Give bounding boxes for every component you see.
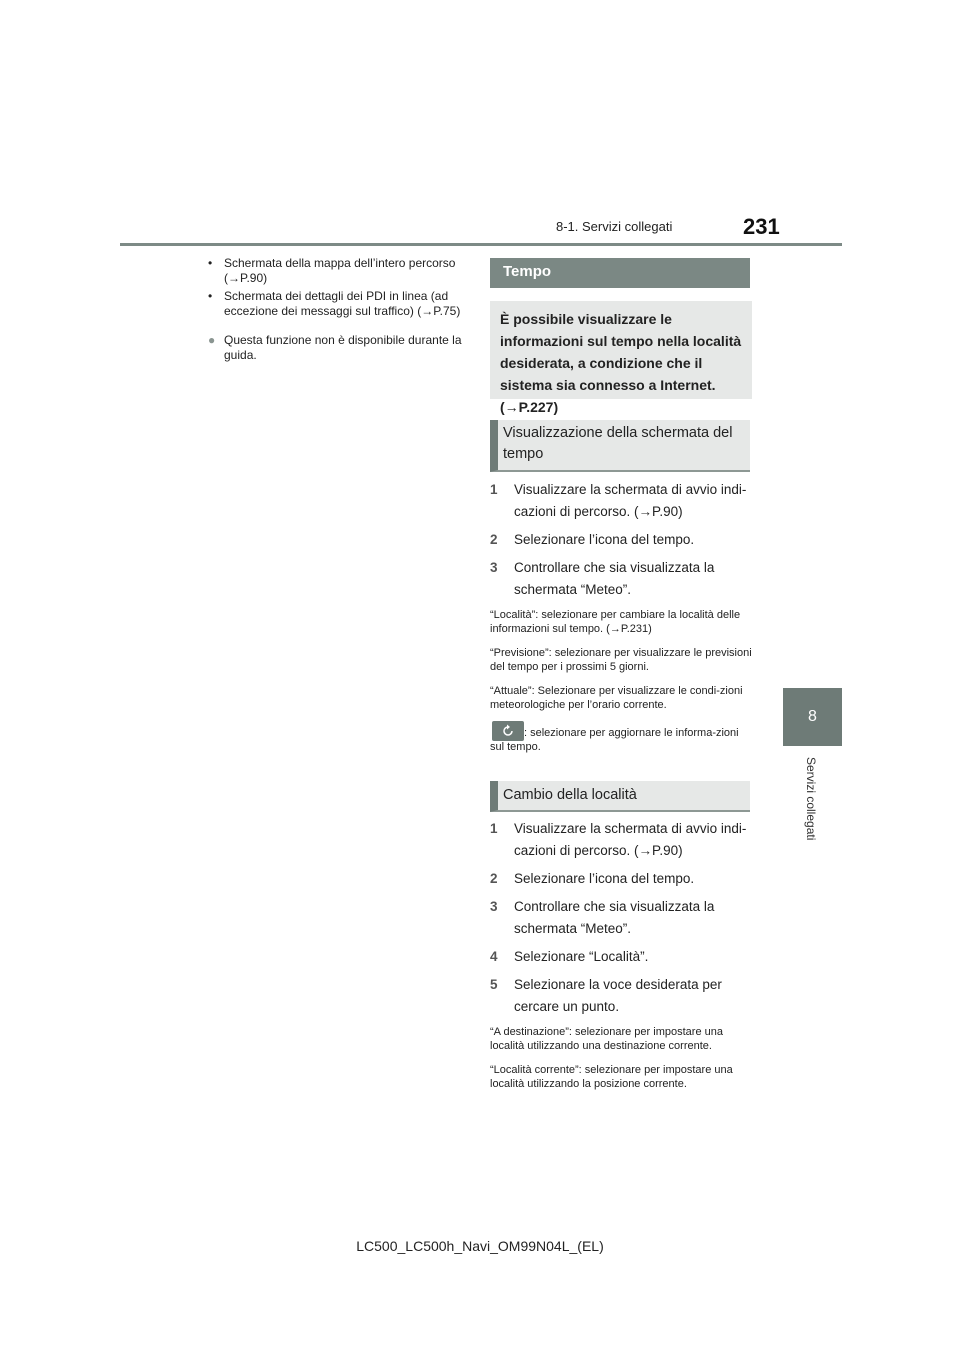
step-item <box>490 557 752 601</box>
step-text: Selezionare l’icona del tempo. <box>514 532 695 547</box>
bullet-text: Schermata dei dettagli dei PDI in linea (ad eccezione dei messaggi sul traffico) (→P.75) <box>224 289 461 318</box>
step-item <box>490 529 752 551</box>
option-note: “Attuale”: Selezionare per visualizzare le condi-zioni meteorologiche per l’orario corrente. <box>490 685 743 711</box>
chapter-label: Servizi collegati <box>804 757 818 841</box>
step-item <box>490 818 752 862</box>
bullet-text: Schermata della mappa dell’intero percorso (→P.90) <box>224 256 456 285</box>
refresh-note: : selezionare per aggiornare le informa-zioni sul tempo. <box>490 727 739 753</box>
step-number: 2 <box>490 871 498 886</box>
step-item <box>490 868 752 890</box>
step-number: 3 <box>490 899 498 914</box>
step-number: 2 <box>490 532 498 547</box>
section-heading: Visualizzazione della schermata del tempo <box>503 425 733 462</box>
step-number: 1 <box>490 482 498 497</box>
note-item <box>208 333 470 363</box>
option-note: “A destinazione”: selezionare per impostare una località utilizzando una destinazione corrente. <box>490 1026 723 1052</box>
bullet-item <box>208 256 470 286</box>
step-number: 1 <box>490 821 498 836</box>
chapter-number: 8 <box>808 708 817 725</box>
intro-text: È possibile visualizzare le informazioni sul tempo nella località desiderata, a condizione che il sistema sia connesso a Internet. (→P.227) <box>500 311 742 415</box>
step-item <box>490 974 752 1018</box>
option-note: “Località corrente”: selezionare per impostare una località utilizzando la posizione corrente. <box>490 1064 733 1090</box>
manual-code: LC500_LC500h_Navi_OM99N04L_(EL) <box>356 1238 604 1254</box>
option-note: “Località”: selezionare per cambiare la località delle informazioni sul tempo. (→P.231) <box>490 609 741 635</box>
section-header: 8-1. Servizi collegati <box>556 219 673 234</box>
step-item <box>490 946 752 968</box>
left-column <box>208 256 470 363</box>
step-number: 3 <box>490 560 498 575</box>
bullet-dot-icon: • <box>208 289 213 303</box>
option-note: “Previsione”: selezionare per visualizzare le previsioni del tempo per i prossimi 5 giorni. <box>490 647 752 673</box>
section-heading: Cambio della località <box>503 787 637 803</box>
bullet-item <box>208 289 470 319</box>
step-item <box>490 479 752 523</box>
note-text: Questa funzione non è disponibile durante la guida. <box>224 333 462 362</box>
step-text: Controllare che sia visualizzata la schermata “Meteo”. <box>514 899 715 936</box>
step-number: 5 <box>490 977 498 992</box>
circle-bullet-icon: ● <box>208 333 216 347</box>
step-text: Visualizzare la schermata di avvio indi-cazioni di percorso. (→P.90) <box>514 482 747 519</box>
page-number: 231 <box>743 214 780 239</box>
page-title: Tempo <box>503 263 552 280</box>
step-text: Controllare che sia visualizzata la schermata “Meteo”. <box>514 560 715 597</box>
step-text: Selezionare “Località”. <box>514 949 649 964</box>
bullet-dot-icon: • <box>208 256 213 270</box>
step-text: Selezionare l’icona del tempo. <box>514 871 695 886</box>
step-item <box>490 896 752 940</box>
step-text: Selezionare la voce desiderata per cercare un punto. <box>514 977 722 1014</box>
header-rule <box>120 243 842 246</box>
step-number: 4 <box>490 949 498 964</box>
step-text: Visualizzare la schermata di avvio indi-cazioni di percorso. (→P.90) <box>514 821 747 858</box>
